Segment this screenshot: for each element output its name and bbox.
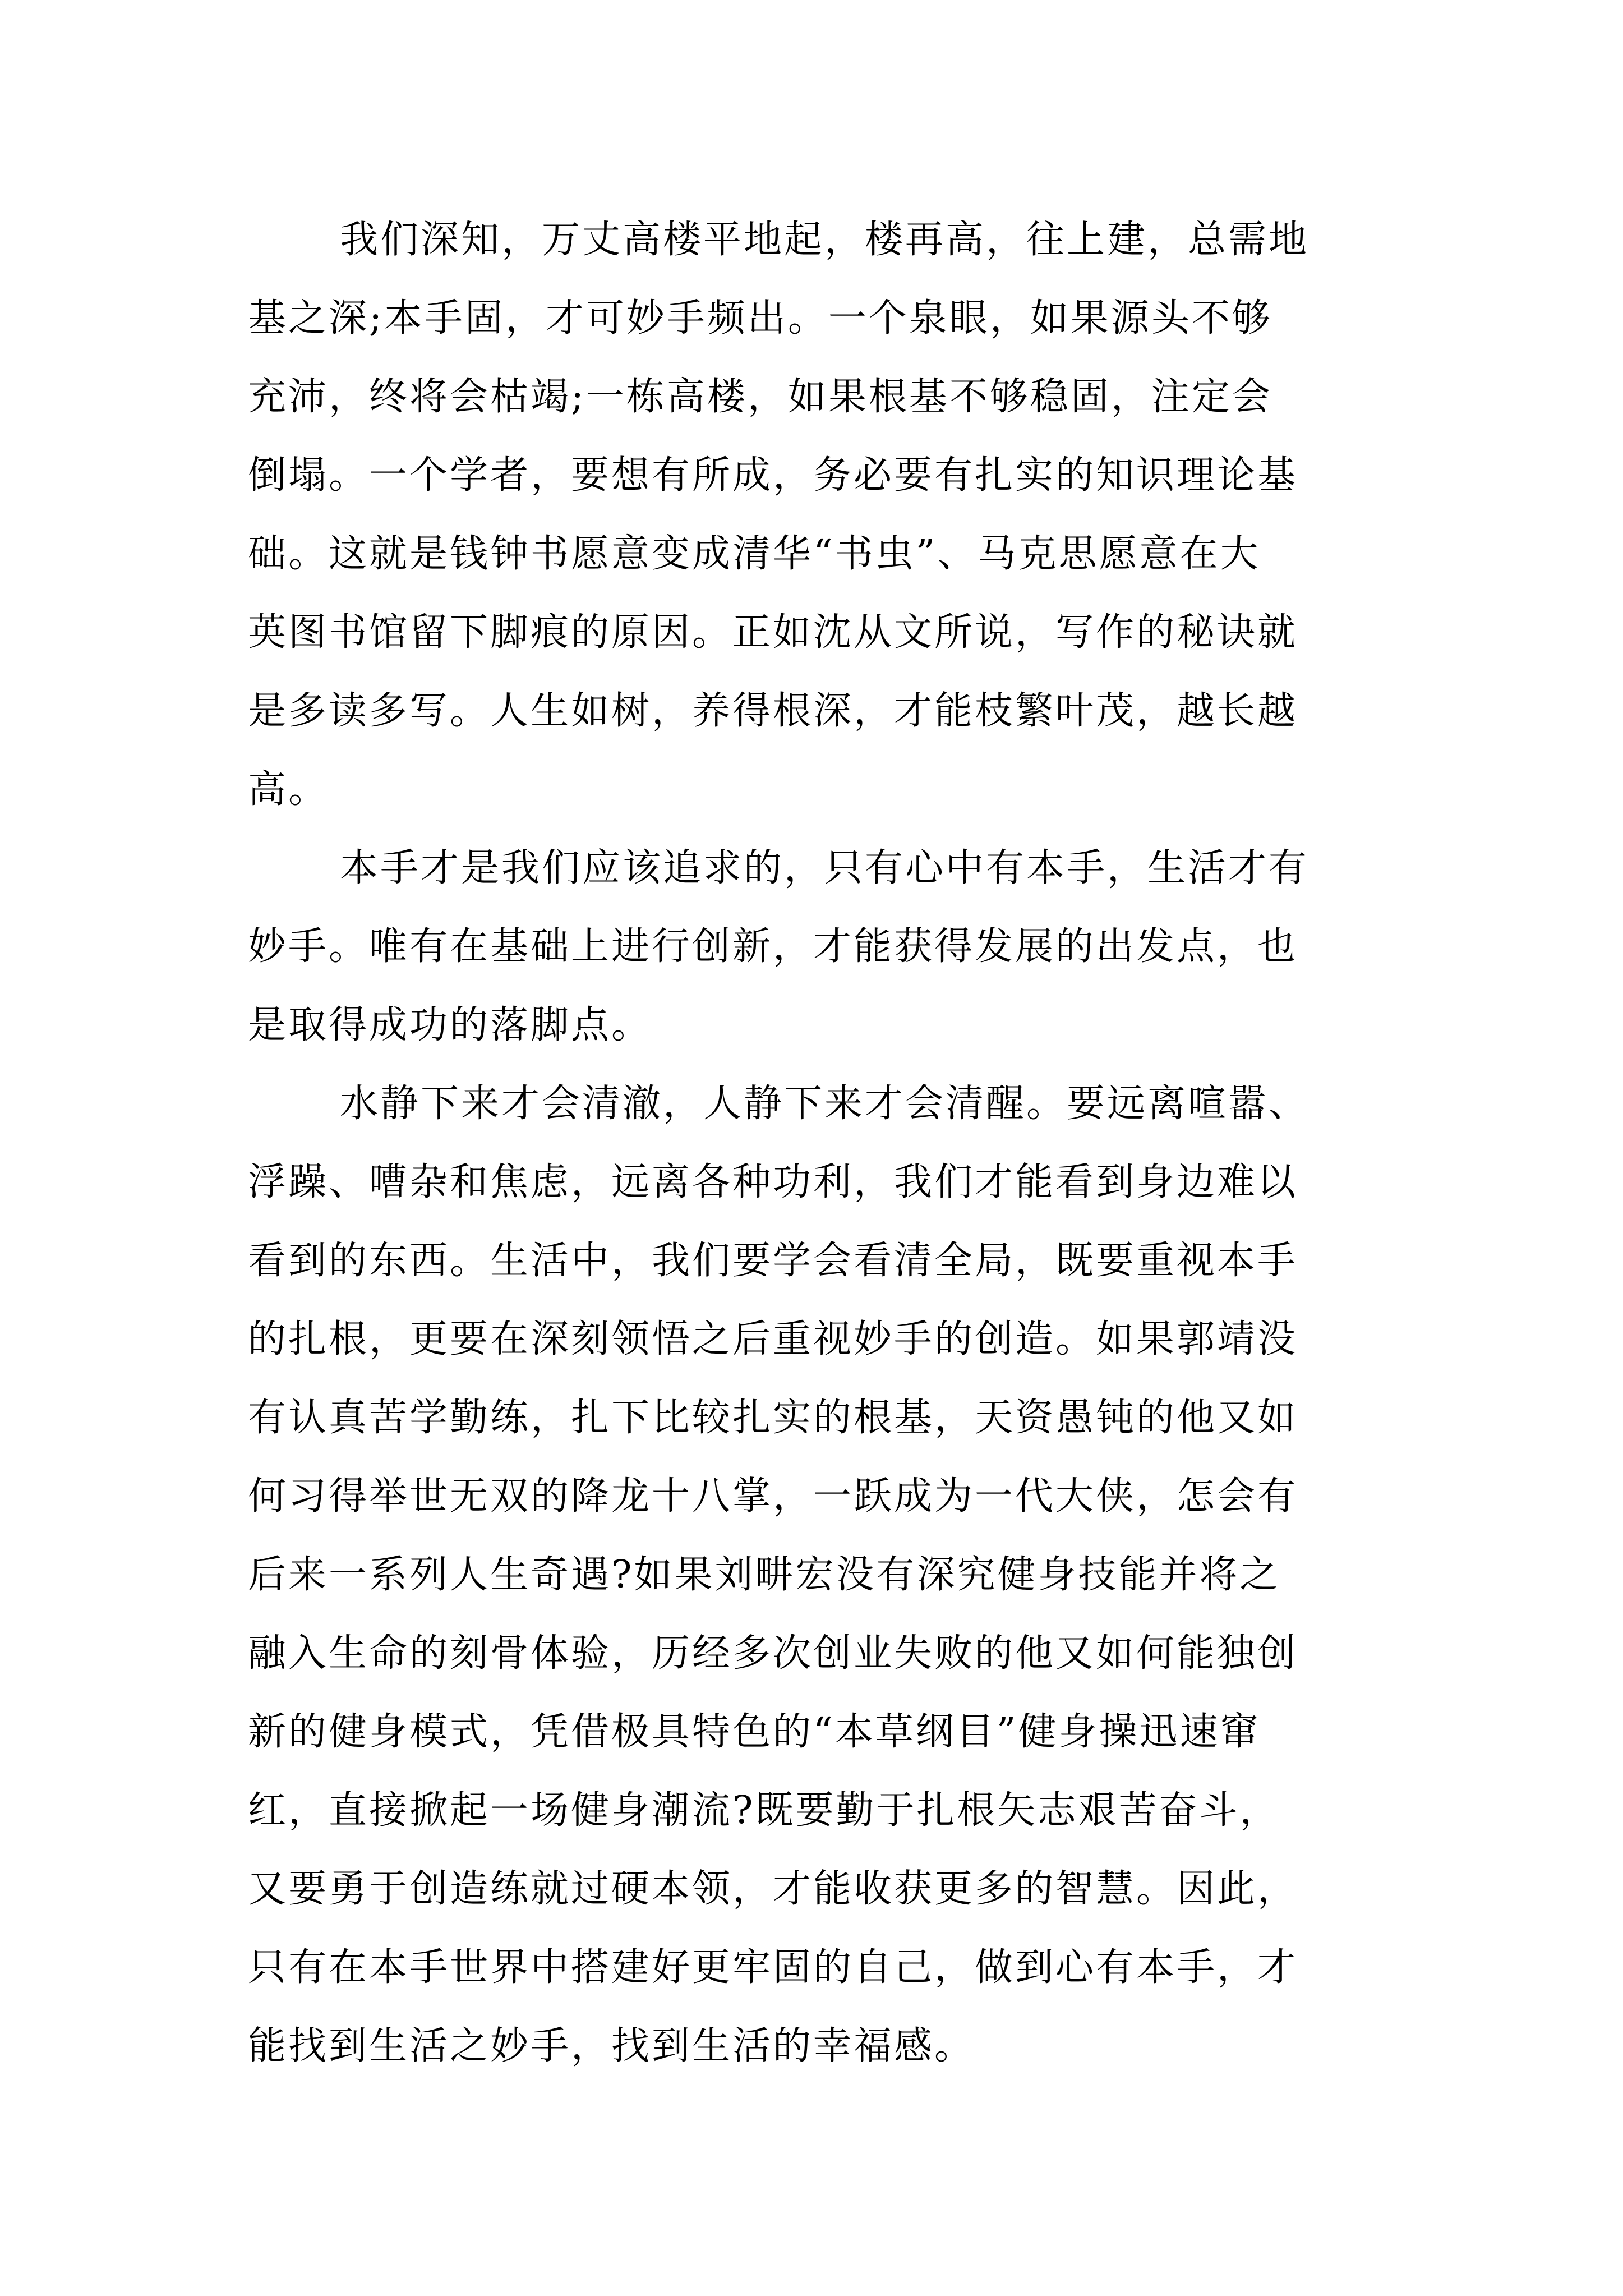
- text-line: 高。: [248, 767, 329, 812]
- text-line: 我们深知，万丈高楼平地起，楼再高，往上建，总需地: [340, 218, 1310, 262]
- text-line: 妙手。唯有在基础上进行创新，才能获得发展的出发点，也: [248, 924, 1298, 969]
- text-line: 能找到生活之妙手，找到生活的幸福感。: [248, 2024, 975, 2068]
- text-line: 本手才是我们应该追求的，只有心中有本手，生活才有: [340, 846, 1310, 890]
- paragraph-2: [248, 829, 1392, 1065]
- text-line: 何习得举世无双的降龙十八掌，一跃成为一代大侠，怎会有: [248, 1474, 1298, 1519]
- text-line: 是多读多写。人生如树，养得根深，才能枝繁叶茂，越长越: [248, 689, 1298, 733]
- text-line: 基之深;本手固，才可妙手频出。一个泉眼，如果源头不够: [248, 296, 1272, 341]
- text-line: 倒塌。一个学者，要想有所成，务必要有扎实的知识理论基: [248, 453, 1298, 498]
- text-line: 础。这就是钱钟书愿意变成清华“书虫”、马克思愿意在大: [248, 532, 1261, 576]
- text-line: 后来一系列人生奇遇?如果刘畊宏没有深究健身技能并将之: [248, 1553, 1280, 1597]
- text-line: 的扎根，更要在深刻领悟之后重视妙手的创造。如果郭靖没: [248, 1317, 1298, 1361]
- text-line: 新的健身模式，凭借极具特色的“本草纲目”健身操迅速窜: [248, 1710, 1261, 1754]
- text-line: 水静下来才会清澈，人静下来才会清醒。要远离喧嚣、: [340, 1082, 1310, 1126]
- text-line: 浮躁、嘈杂和焦虑，远离各种功利，我们才能看到身边难以: [248, 1160, 1298, 1204]
- text-line: 充沛，终将会枯竭;一栋高楼，如果根基不够稳固，注定会: [248, 375, 1272, 419]
- text-line: 有认真苦学勤练，扎下比较扎实的根基，天资愚钝的他又如: [248, 1396, 1298, 1440]
- document-body: [248, 201, 1392, 2086]
- text-line: 看到的东西。生活中，我们要学会看清全局，既要重视本手: [248, 1239, 1298, 1283]
- text-line: 是取得成功的落脚点。: [248, 1003, 652, 1047]
- text-line: 英图书馆留下脚痕的原因。正如沈从文所说，写作的秘诀就: [248, 610, 1298, 655]
- text-line: 又要勇于创造练就过硬本领，才能收获更多的智慧。因此，: [248, 1867, 1298, 1911]
- text-line: 融入生命的刻骨体验，历经多次创业失败的他又如何能独创: [248, 1631, 1298, 1676]
- text-line: 红，直接掀起一场健身潮流?既要勤于扎根矢志艰苦奋斗，: [248, 1788, 1280, 1833]
- paragraph-1: [248, 201, 1392, 829]
- paragraph-3: [248, 1065, 1392, 2086]
- text-line: 只有在本手世界中搭建好更牢固的自己，做到心有本手，才: [248, 1945, 1298, 1990]
